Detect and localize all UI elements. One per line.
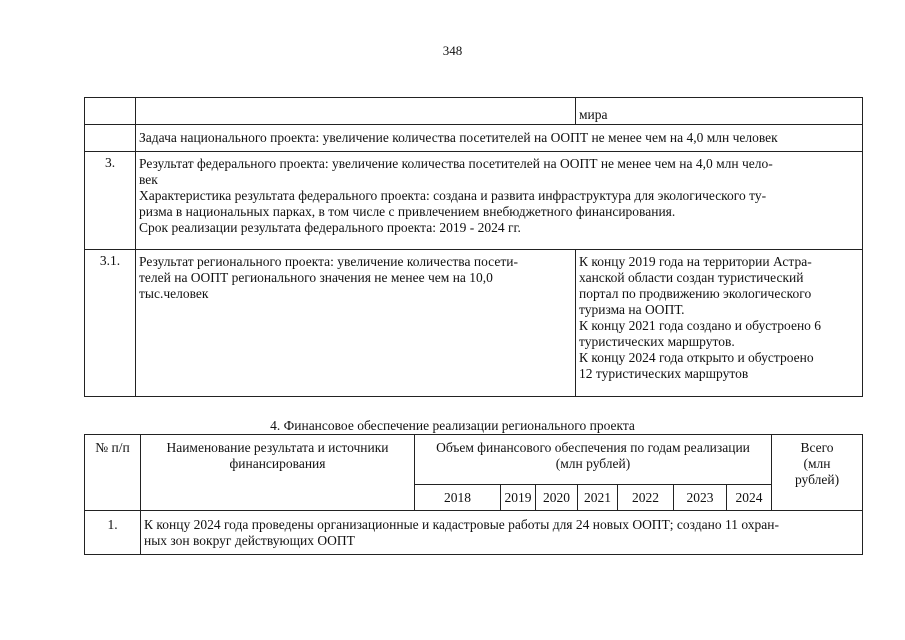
year-cell: 2021 bbox=[578, 485, 618, 511]
cell-empty bbox=[85, 125, 136, 152]
text-line: К концу 2021 года создано и обустроено 6 bbox=[579, 318, 822, 333]
text-line: финансирования bbox=[229, 456, 326, 471]
text-line: рублей) bbox=[794, 472, 840, 487]
text-line: К концу 2024 года открыто и обустроено bbox=[579, 350, 814, 365]
text-line: ных зон вокруг действующих ООПТ bbox=[144, 533, 355, 548]
table-row-1 bbox=[85, 511, 863, 555]
year-cell: 2022 bbox=[618, 485, 674, 511]
task-text: Задача национального проекта: увеличение количества посетителей на ООПТ не менее чем на 4,0 млн человек bbox=[139, 130, 778, 145]
text-line: тыс.человек bbox=[139, 286, 209, 301]
text-line: 12 туристических маршрутов bbox=[579, 366, 749, 381]
year-cell: 2023 bbox=[674, 485, 727, 511]
text-line: (млн bbox=[803, 456, 831, 471]
text-line: Срок реализации результата федерального проекта: 2019 - 2024 гг. bbox=[139, 220, 521, 235]
text-line: Характеристика результата федерального проекта: создана и развита инфраструктура для экологического ту- bbox=[139, 188, 767, 203]
year-cell: 2018 bbox=[415, 485, 501, 511]
federal-result-cell bbox=[136, 152, 863, 250]
text-line: туризма на ООПТ. bbox=[579, 302, 685, 317]
row-number: 1. bbox=[85, 511, 141, 555]
text-line: ханской области создан туристический bbox=[579, 270, 804, 285]
text-line: век bbox=[139, 172, 158, 187]
row-1-text-cell bbox=[141, 511, 863, 555]
header-row bbox=[85, 435, 863, 485]
year-cell: 2019 bbox=[501, 485, 536, 511]
table-row-3 bbox=[85, 152, 863, 250]
year-cell: 2024 bbox=[727, 485, 772, 511]
task-cell bbox=[136, 125, 863, 152]
header-volume bbox=[415, 435, 772, 485]
finance-table bbox=[84, 434, 863, 555]
row-number: 3.1. bbox=[85, 250, 136, 397]
section-title: 4. Финансовое обеспечение реализации регионального проекта bbox=[270, 418, 635, 433]
text-line: портал по продвижению экологического bbox=[579, 286, 812, 301]
text-line: Результат регионального проекта: увеличение количества посети- bbox=[139, 254, 518, 269]
header-name bbox=[141, 435, 415, 511]
project-table bbox=[84, 97, 863, 397]
row-number: 3. bbox=[85, 152, 136, 250]
table-row-mira bbox=[85, 98, 863, 125]
cell-empty bbox=[136, 98, 576, 125]
year-cell: 2020 bbox=[536, 485, 578, 511]
cell-empty bbox=[85, 98, 136, 125]
table-row-3-1 bbox=[85, 250, 863, 397]
text-line: К концу 2019 года на территории Астра- bbox=[579, 254, 812, 269]
text-line: Всего bbox=[800, 440, 834, 455]
text-line: телей на ООПТ регионального значения не менее чем на 10,0 bbox=[139, 270, 493, 285]
cell-mira bbox=[576, 98, 863, 125]
header-num: № п/п bbox=[85, 435, 141, 511]
characteristic-cell bbox=[576, 250, 863, 397]
text-line: Объем финансового обеспечения по годам реализации bbox=[436, 440, 750, 455]
text-line: К концу 2024 года проведены организационные и кадастровые работы для 24 новых ООПТ; создано 11 охран- bbox=[144, 517, 779, 532]
text-line: (млн рублей) bbox=[555, 456, 631, 471]
regional-result-cell bbox=[136, 250, 576, 397]
table-row-task bbox=[85, 125, 863, 152]
text-line: Результат федерального проекта: увеличение количества посетителей на ООПТ не менее чем на 4,0 млн чело- bbox=[139, 156, 773, 171]
header-total bbox=[772, 435, 863, 511]
page-number: 348 bbox=[442, 43, 463, 58]
text-line: Наименование результата и источники bbox=[166, 440, 389, 455]
text-line: ризма в национальных парках, в том числе с привлечением внебюджетного финансирования. bbox=[139, 204, 676, 219]
text-line: туристических маршрутов. bbox=[579, 334, 735, 349]
cell-text: мира bbox=[579, 107, 608, 122]
